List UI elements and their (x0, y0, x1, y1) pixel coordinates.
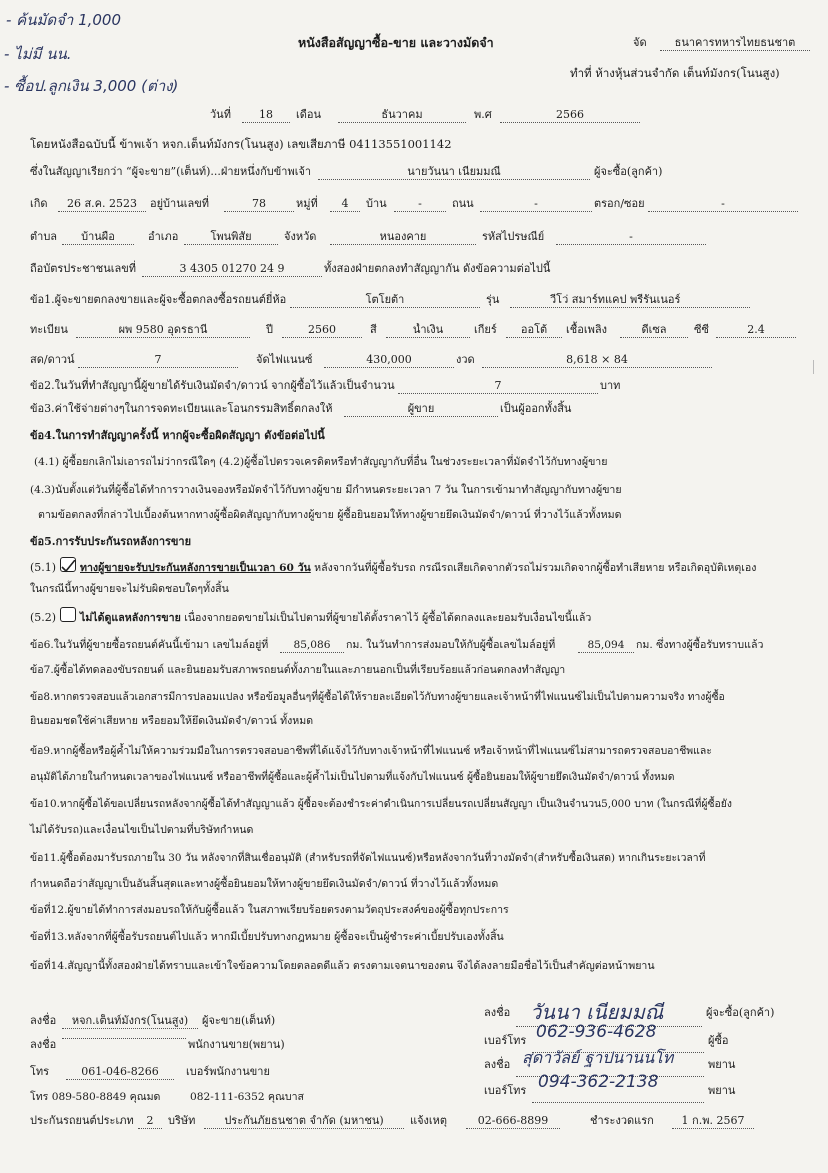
soi-label: ตรอก/ซอย (594, 197, 645, 210)
mileage-out: 85,094 (578, 638, 634, 653)
fuel-label: เชื้อเพลิง (566, 323, 607, 336)
finance-label: จัดไฟแนนซ์ (256, 353, 313, 366)
clause4-title: ข้อ4.ในการทำสัญญาครั้งนี้ หากผู้จะซื้อผิดสัญญา ดังข้อต่อไปนี้ (30, 429, 325, 442)
witness-role: พยาน (708, 1058, 736, 1071)
clause2-unit: บาท (600, 379, 621, 392)
clause4-1: (4.1) ผู้ซื้อยกเลิกไม่เอารถไม่ว่ากรณีใดๆ (4.2)ผู้ซื้อไปตรวจเครดิตหรือทำสัญญากับที่อื่น ในช่วงระยะเวลาที่มัดจำไว้กับทางผู้ขาย (34, 456, 608, 468)
gear-value: ออโต้ (506, 323, 562, 338)
margin-note-weight: - ไม่มี นน. (4, 45, 72, 63)
clause4-3a: (4.3)นับตั้งแต่วันที่ผู้ซื้อได้ทำการวางเงินจองหรือมัดจำไว้กับทางผู้ขาย มีกำหนดระยะเวลา 7 วัน ในการเข้ามาทำสัญญากับทางผู้ขาย (30, 484, 622, 496)
clause8-b: ยินยอมชดใช้ค่าเสียหาย หรือยอมให้ยึดเงินมัดจำ/ดาวน์ ทั้งหมด (30, 715, 314, 727)
model-label: รุ่น (486, 293, 500, 306)
seller-name: หจก.เต็นท์มังกร(โนนสูง) (62, 1014, 198, 1029)
clause6-text: ข้อ6.ในวันที่ผู้ขายซื้อรถยนต์คันนี้เข้ามา เลขไมล์อยู่ที่ (30, 639, 269, 651)
clause9-a: ข้อ9.หากผู้ซื้อหรือผู้ค้ำไม่ให้ความร่วมมือในการตรวจสอบอาชีพที่ได้แจ้งไว้กับทางเจ้าหน้าที่ไฟแนนซ์ หรือเจ้าหน้าที่ไฟแนนซ์ไม่สามารถตรวจสอบอาชีพและ (30, 745, 712, 757)
road-label: ถนน (452, 197, 474, 210)
staff-sign-line (62, 1038, 186, 1039)
insurance-type: 2 (138, 1114, 162, 1129)
seller-phone: 061-046-8266 (66, 1065, 174, 1080)
clause13: ข้อที่13.หลังจากที่ผู้ซื้อรับรถยนต์ไปแล้ว หากมีเบี้ยปรับทางกฎหมาย ผู้ซื้อจะเป็นผู้ชำระค่าเบี้ยปรับเองทั้งสิ้น (30, 931, 504, 943)
first-payment-label: ชำระงวดแรก (590, 1114, 654, 1127)
clause3-text: ข้อ3.ค่าใช้จ่ายต่างๆในการจดทะเบียนและโอนกรรมสิทธิ์ตกลงให้ (30, 402, 333, 415)
color-label: สี (370, 323, 377, 336)
buyer-role: ผู้จะซื้อ(ลูกค้า) (706, 1006, 775, 1019)
day-label: วันที่ (210, 108, 231, 121)
buyer-sign-label: ลงชื่อ (484, 1006, 511, 1019)
clause1-label: ข้อ1.ผู้จะขายตกลงขายและผู้จะซื้อตกลงซื้อรถยนต์ยี่ห้อ (30, 293, 287, 306)
buyer-tel-label: เบอร์โทร (484, 1034, 527, 1047)
buyer-name: นายวันนา เนียมมณี (318, 165, 590, 180)
ban-label: บ้าน (366, 197, 387, 210)
report-phone: 02-666-8899 (466, 1114, 560, 1129)
house-value: 78 (224, 197, 294, 212)
cc-label: ซีซี (694, 323, 709, 336)
place-value: ธนาคารทหารไทยธนชาต (660, 36, 810, 51)
made-at: ทำที่ ห้างหุ้นส่วนจำกัด เต็นท์มังกร(โนนสูง) (570, 66, 780, 80)
down-value: 7 (78, 353, 238, 368)
clause2-amount: 7 (398, 379, 598, 394)
fuel-value: ดีเซล (620, 323, 688, 338)
page-title: หนังสือสัญญาซื้อ-ขาย และวางมัดจำ (298, 35, 494, 50)
year-label: พ.ศ (474, 108, 492, 121)
clause5-2-bold: ไม่ได้ดูแลหลังการขาย (80, 612, 181, 624)
margin-note-insurance: - ซื้อป.ลูกเงิน 3,000 (ต่าง) (4, 77, 179, 95)
down-label: สด/ดาวน์ (30, 353, 75, 366)
witness-sign-label: ลงชื่อ (484, 1058, 511, 1071)
reg-value: ผพ 9580 อุดรธานี (76, 323, 250, 338)
page-edge-mark (813, 360, 826, 374)
first-payment-date: 1 ก.พ. 2567 (672, 1114, 754, 1129)
born-value: 26 ส.ค. 2523 (58, 197, 146, 212)
witness-signature: สุดาวัลย์ ฐาปนานนโท (522, 1048, 674, 1067)
road-value: - (480, 197, 592, 212)
postcode-value: - (556, 230, 706, 245)
clause14: ข้อที่14.สัญญานี้ทั้งสองฝ่ายได้ทราบและเข้าใจข้อความโดยตลอดดีแล้ว ตรงตามเจตนาของตน จึงได้ลงลายมือชื่อไว้เป็นสำคัญต่อหน้าพยาน (30, 960, 655, 972)
staff-phone-label: เบอร์พนักงานขาย (186, 1065, 270, 1078)
gear-label: เกียร์ (474, 323, 497, 336)
clause5-2-rest: เนื่องจากยอดขายไม่เป็นไปตามที่ผู้ขายได้ตั้งราคาไว้ ผู้ซื้อได้ตกลงและยอมรับเงื่อนไขนี้แล้ว (180, 612, 592, 624)
id-value: 3 4305 01270 24 9 (142, 262, 322, 277)
seller-sign-label: ลงชื่อ (30, 1014, 57, 1027)
reg-label: ทะเบียน (30, 323, 68, 336)
id-suffix: ทั้งสองฝ่ายตกลงทำสัญญากัน ดังข้อความต่อไปนี้ (324, 262, 551, 275)
witness-tail: พยาน (708, 1084, 736, 1097)
seller-phone-label: โทร (30, 1065, 50, 1078)
mileage-in: 85,086 (280, 638, 344, 653)
company-label: บริษัท (168, 1114, 196, 1127)
staff-sign-label: ลงชื่อ (30, 1038, 57, 1051)
clause6-end: กม. ซึ่งทางผู้ซื้อรับทราบแล้ว (636, 639, 764, 651)
intro-line: โดยหนังสือฉบับนี้ ข้าพเจ้า หจก.เต็นท์มังกร(โนนสูง) เลขเสียภาษี 04113551001142 (30, 137, 452, 151)
vyear-value: 2560 (282, 323, 362, 338)
soi-value: - (648, 197, 798, 212)
clause11-a: ข้อ11.ผู้ซื้อต้องมารับรถภายใน 30 วัน หลังจากที่สินเชื่ออนุมัติ (สำหรับรถที่จัดไฟแนนซ์)หรือหลังจากวันที่วางมัดจำ(สำหรับซื้อเงินสด) หากเกินระยะเวลาที่ (30, 852, 706, 864)
color-value: น้ำเงิน (386, 323, 470, 338)
clause6-mid: กม. ในวันทำการส่งมอบให้กับผู้ซื้อเลขไมล์อยู่ที่ (346, 639, 556, 651)
staff-role: พนักงานขาย(พยาน) (188, 1038, 285, 1051)
contact-mod: โทร 089-580-8849 คุณมด (30, 1091, 161, 1103)
clause4-3b: ตามข้อตกลงที่กล่าวไปเบื้องต้นหากทางผู้ซื้อผิดสัญญากับทางผู้ขาย ผู้ซื้อยินยอมให้ทางผู้ขายยึดเงินมัดจำ/ดาวน์ ที่วางไว้แล้วทั้งหมด (38, 509, 622, 521)
clause11-b: กำหนดถือว่าสัญญาเป็นอันสิ้นสุดและทางผู้ซื้อยินยอมให้ทางผู้ขายยึดเงินมัดจำ/ดาวน์ ที่วางไว้แล้วทั้งหมด (30, 878, 499, 890)
brand-value: โตโยต้า (290, 293, 480, 308)
clause5-1-label: (5.1) (30, 561, 57, 574)
witness-phone: 094-362-2138 (538, 1072, 659, 1092)
clause8-a: ข้อ8.หากตรวจสอบแล้วเอกสารมีการปลอมแปลง หรือข้อมูลอื่นๆที่ผู้ซื้อได้ให้รายละเอียดไว้กับทางผู้ขายและเจ้าหน้าที่ไฟแนนซ์ไม่เป็นไปตามความจริง ทางผู้ซื้อ (30, 691, 725, 703)
day-value: 18 (242, 108, 290, 123)
clause10-a: ข้อ10.หากผู้ซื้อได้ขอเปลี่ยนรถหลังจากผู้ซื้อได้ทำสัญญาแล้ว ผู้ซื้อจะต้องชำระค่าดำเนินการเปลี่ยนรถเปลี่ยนสัญญา เป็นเงินจำนวน5,000 บาท (ในกรณีที่ผู้ซื้อยัง (30, 798, 732, 810)
buyer-tail: ผู้ซื้อ (708, 1034, 729, 1047)
vyear-label: ปี (266, 323, 273, 336)
insurance-label: ประกันรถยนต์ประเภท (30, 1114, 134, 1127)
place-label: จัด (633, 36, 647, 49)
install-label: งวด (456, 353, 475, 366)
tambon-label: ตำบล (30, 230, 58, 243)
insurance-company: ประกันภัยธนชาต จำกัด (มหาชน) (204, 1114, 404, 1129)
ban-value: - (394, 197, 446, 212)
id-label: ถือบัตรประชาชนเลขที่ (30, 262, 136, 275)
clause7: ข้อ7.ผู้ซื้อได้ทดลองขับรถยนต์ และยินยอมรับสภาพรถยนต์ทั้งภายในและภายนอกเป็นที่เรียบร้อยแล้วก่อนตกลงทำสัญญา (30, 664, 566, 676)
install-value: 8,618 × 84 (482, 353, 712, 368)
month-value: ธันวาคม (338, 108, 466, 123)
intro-party-line: ซึ่งในสัญญาเรียกว่า “ผู้จะขาย”(เต็นท์)...ฝ่ายหนึ่งกับข้าพเจ้า (30, 165, 312, 178)
buyer-phone: 062-936-4628 (536, 1022, 657, 1042)
clause3-suffix: เป็นผู้ออกทั้งสิ้น (500, 402, 572, 415)
clause9-b: อนุมัติได้ภายในกำหนดเวลาของไฟแนนซ์ หรืออาชีพที่ผู้ซื้อและผู้ค้ำไม่เป็นไปตามที่แจ้งกับไฟแนนซ์ ผู้ซื้อยินยอมให้ผู้ขายยึดเงินมัดจำ/ดาวน์ ทั้งหมด (30, 771, 675, 783)
clause5-title: ข้อ5.การรับประกันรถหลังการขาย (30, 535, 192, 548)
witness-tel-label: เบอร์โทร (484, 1084, 527, 1097)
province-value: หนองคาย (330, 230, 476, 245)
postcode-label: รหัสไปรษณีย์ (482, 230, 545, 243)
amphoe-value: โพนพิสัย (184, 230, 278, 245)
model-value: วีโว่ สมาร์ทแคป พรีรันเนอร์ (510, 293, 750, 308)
clause5-2-checkbox[interactable] (60, 607, 76, 622)
clause2-text: ข้อ2.ในวันที่ทำสัญญานี้ผู้ขายได้รับเงินมัดจำ/ดาวน์ จากผู้ซื้อไว้แล้วเป็นจำนวน (30, 379, 395, 392)
moo-label: หมู่ที่ (296, 197, 318, 210)
clause3-party: ผู้ขาย (344, 402, 498, 417)
month-label: เดือน (296, 108, 322, 121)
finance-value: 430,000 (324, 353, 454, 368)
amphoe-label: อำเภอ (148, 230, 179, 243)
clause5-1-b: ในกรณีนี้ทางผู้ขายจะไม่รับผิดชอบใดๆทั้งสิ้น (30, 583, 229, 595)
clause10-b: ไม่ได้รับรถ)และเงื่อนไขเป็นไปตามที่บริษัทกำหนด (30, 824, 254, 836)
seller-role: ผู้จะขาย(เต็นท์) (202, 1014, 276, 1027)
margin-note-deposit: - ค้นมัดจำ 1,000 (6, 11, 122, 29)
clause5-1-bold: ทางผู้ขายจะรับประกันหลังการขายเป็นเวลา 60 วัน (80, 562, 311, 574)
house-label: อยู่บ้านเลขที่ (150, 197, 210, 210)
province-label: จังหวัด (284, 230, 317, 243)
report-label: แจ้งเหตุ (410, 1114, 448, 1127)
clause5-1-rest: หลังจากวันที่ผู้ซื้อรับรถ กรณีรถเสียเกิดจากตัวรถไม่รวมเกิดจากผู้ซื้อทำเสียหาย หรือเกิดอุบัติเหตุเอง (310, 562, 757, 574)
buyer-signature: วันนา เนียมมณี (530, 1000, 664, 1024)
clause5-2-label: (5.2) (30, 611, 57, 624)
tambon-value: บ้านผือ (62, 230, 134, 245)
clause5-1-checkbox[interactable] (60, 557, 76, 572)
checkmark-icon (61, 560, 75, 573)
cc-value: 2.4 (716, 323, 796, 338)
born-label: เกิด (30, 197, 48, 210)
clause12: ข้อที่12.ผู้ขายได้ทำการส่งมอบรถให้กับผู้ซื้อแล้ว ในสภาพเรียบร้อยตรงตามวัตถุประสงค์ของผู้ซื้อทุกประการ (30, 904, 509, 916)
contact-bas: 082-111-6352 คุณบาส (190, 1091, 304, 1103)
moo-value: 4 (330, 197, 360, 212)
year-value: 2566 (500, 108, 640, 123)
buyer-role-label: ผู้จะซื้อ(ลูกค้า) (594, 165, 663, 178)
